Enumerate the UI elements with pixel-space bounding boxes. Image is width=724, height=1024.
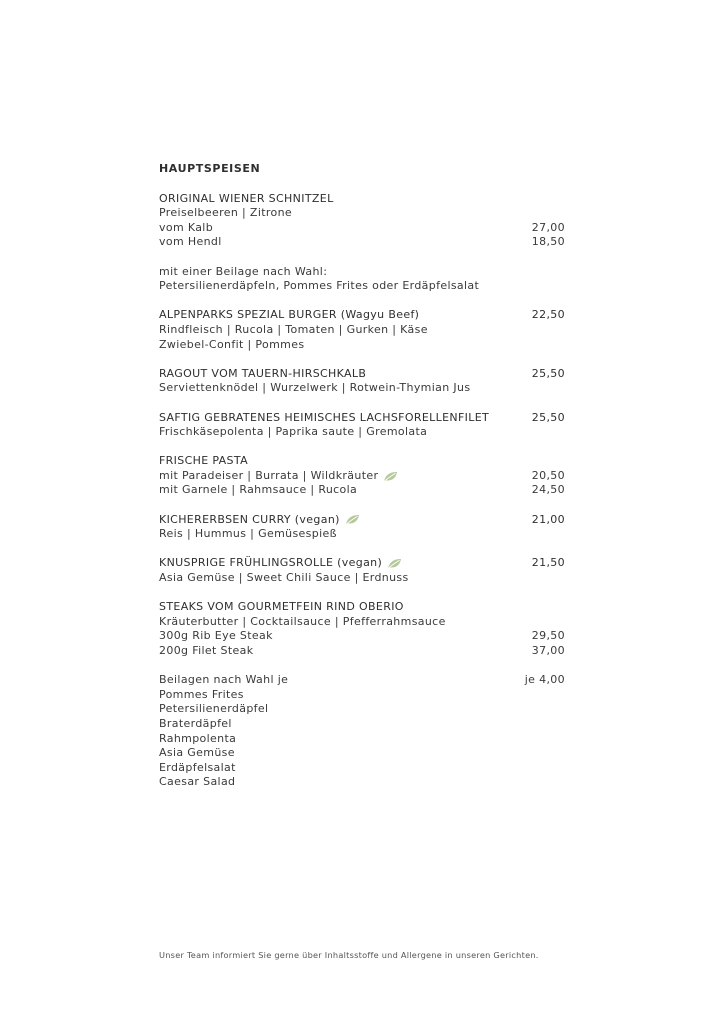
line-text-wrap [159, 425, 427, 440]
menu-item [159, 513, 565, 542]
line-text-wrap [159, 556, 402, 571]
leaf-icon [387, 558, 402, 569]
line-text-wrap [159, 761, 236, 776]
dish-description: mit Garnele | Rahmsauce | Rucola [159, 483, 358, 497]
dish-description: 200g Filet Steak [159, 644, 254, 657]
dish-detail-row [159, 688, 565, 703]
line-text-wrap [159, 615, 446, 630]
dish-description: Petersilienerdäpfeln, Pommes Frites oder Erdäpfelsalat [159, 279, 480, 293]
menu-item [159, 308, 565, 352]
line-text-wrap [159, 775, 235, 790]
menu-item [159, 673, 565, 790]
dish-detail-row [159, 381, 565, 396]
dish-description: mit einer Beilage nach Wahl: [159, 264, 328, 278]
dish-description: Reis | Hummus | Gemüsespieß [159, 527, 337, 541]
dish-description: Erdäpfelsalat [159, 760, 236, 774]
line-text-wrap [159, 206, 292, 221]
line-text-wrap [159, 411, 489, 426]
dish-detail-row [159, 746, 565, 761]
dish-name: RAGOUT VOM TAUERN-HIRSCHKALB [159, 366, 367, 380]
line-text-wrap [159, 469, 398, 484]
dish-description: 300g Rib Eye Steak [159, 629, 273, 643]
line-text-wrap [159, 717, 232, 732]
dish-title-row [159, 192, 565, 207]
dish-detail-row [159, 732, 565, 747]
dish-title-row [159, 367, 565, 382]
dish-description: Frischkäsepolenta | Paprika saute | Gremolata [159, 425, 428, 439]
dish-detail-row [159, 338, 565, 353]
dish-description: Rindfleisch | Rucola | Tomaten | Gurken | Käse [159, 322, 428, 336]
line-text-wrap [159, 688, 244, 703]
menu-item [159, 454, 565, 498]
dish-description: vom Kalb [159, 220, 214, 234]
dish-price: 22,50 [531, 308, 565, 322]
menu-item [159, 192, 565, 250]
line-text-wrap [159, 338, 304, 353]
line-text-wrap [159, 192, 334, 207]
dish-description: Preiselbeeren | Zitrone [159, 206, 293, 220]
dish-name: KICHERERBSEN CURRY (vegan) [159, 512, 340, 526]
dish-title-row [159, 411, 565, 426]
dish-detail-row [159, 761, 565, 776]
line-text-wrap [159, 381, 470, 396]
dish-price: 25,50 [531, 366, 565, 380]
dish-detail-row [159, 717, 565, 732]
dish-description: mit Paradeiser | Burrata | Wildkräuter [159, 468, 379, 482]
line-text-wrap [159, 527, 337, 542]
dish-detail-row [159, 279, 565, 294]
dish-list [159, 192, 565, 790]
dish-description: Pommes Frites [159, 687, 244, 701]
dish-description: Petersilienerdäpfel [159, 702, 269, 716]
line-text-wrap [159, 308, 419, 323]
dish-price: 25,50 [531, 410, 565, 424]
allergen-note: Unser Team informiert Sie gerne über Inhaltsstoffe und Allergene in unseren Gerichten. [159, 950, 539, 960]
line-text-wrap [159, 279, 479, 294]
dish-detail-row [159, 483, 565, 498]
dish-description: Rahmpolenta [159, 731, 237, 745]
dish-detail-row [159, 571, 565, 586]
dish-detail-row [159, 527, 565, 542]
line-text-wrap [159, 732, 236, 747]
dish-description: Kräuterbutter | Cocktailsauce | Pfefferrahmsauce [159, 614, 446, 628]
line-text-wrap [159, 323, 428, 338]
dish-price: je 4,00 [524, 673, 565, 687]
line-text-wrap [159, 265, 327, 280]
line-text-wrap [159, 235, 222, 250]
leaf-icon [345, 514, 360, 525]
dish-detail-row [159, 235, 565, 250]
dish-description: Braterdäpfel [159, 716, 232, 730]
dish-price: 27,00 [531, 220, 565, 234]
dish-name: STEAKS VOM GOURMETFEIN RIND OBERIO [159, 600, 404, 614]
dish-name: ORIGINAL WIENER SCHNITZEL [159, 191, 334, 205]
dish-description: vom Hendl [159, 235, 222, 249]
dish-price: 20,50 [531, 468, 565, 482]
dish-title-row [159, 513, 565, 528]
dish-title-row [159, 600, 565, 615]
menu-item [159, 265, 565, 294]
line-text-wrap [159, 483, 357, 498]
menu-item [159, 367, 565, 396]
dish-description: Beilagen nach Wahl je [159, 673, 289, 687]
dish-name: KNUSPRIGE FRÜHLINGSROLLE (vegan) [159, 556, 383, 570]
dish-title-row [159, 308, 565, 323]
dish-detail-row [159, 615, 565, 630]
dish-title-row [159, 454, 565, 469]
dish-detail-row [159, 221, 565, 236]
dish-description: Caesar Salad [159, 775, 236, 789]
dish-description: Zwiebel-Confit | Pommes [159, 337, 305, 351]
dish-detail-row [159, 644, 565, 659]
dish-detail-row [159, 775, 565, 790]
dish-detail-row [159, 265, 565, 280]
line-text-wrap [159, 702, 268, 717]
line-text-wrap [159, 600, 404, 615]
section-heading: HAUPTSPEISEN [159, 162, 261, 175]
line-text-wrap [159, 513, 360, 528]
dish-price: 21,00 [531, 512, 565, 526]
menu-item [159, 556, 565, 585]
dish-detail-row [159, 702, 565, 717]
dish-description: Serviettenknödel | Wurzelwerk | Rotwein-Thymian Jus [159, 381, 471, 395]
dish-description: Asia Gemüse | Sweet Chili Sauce | Erdnuss [159, 571, 409, 585]
dish-description: Asia Gemüse [159, 746, 235, 760]
line-text-wrap [159, 746, 235, 761]
menu-item [159, 411, 565, 440]
dish-name: ALPENPARKS SPEZIAL BURGER (Wagyu Beef) [159, 308, 420, 322]
dish-name: SAFTIG GEBRATENES HEIMISCHES LACHSFORELLENFILET [159, 410, 490, 424]
dish-detail-row [159, 469, 565, 484]
line-text-wrap [159, 221, 213, 236]
dish-price: 37,00 [531, 644, 565, 657]
dish-detail-row [159, 673, 565, 688]
menu-column [159, 162, 565, 805]
dish-detail-row [159, 425, 565, 440]
dish-detail-row [159, 206, 565, 221]
dish-title-row [159, 556, 565, 571]
line-text-wrap [159, 673, 288, 688]
dish-price: 18,50 [531, 235, 565, 249]
dish-name: FRISCHE PASTA [159, 454, 248, 468]
line-text-wrap [159, 367, 366, 382]
leaf-icon [383, 471, 398, 482]
dish-price: 24,50 [531, 483, 565, 497]
dish-price: 21,50 [531, 556, 565, 570]
dish-detail-row [159, 323, 565, 338]
line-text-wrap [159, 629, 273, 644]
dish-price: 29,50 [531, 629, 565, 643]
line-text-wrap [159, 454, 248, 469]
menu-item [159, 600, 565, 658]
line-text-wrap [159, 571, 409, 586]
dish-detail-row [159, 629, 565, 644]
line-text-wrap [159, 644, 253, 659]
